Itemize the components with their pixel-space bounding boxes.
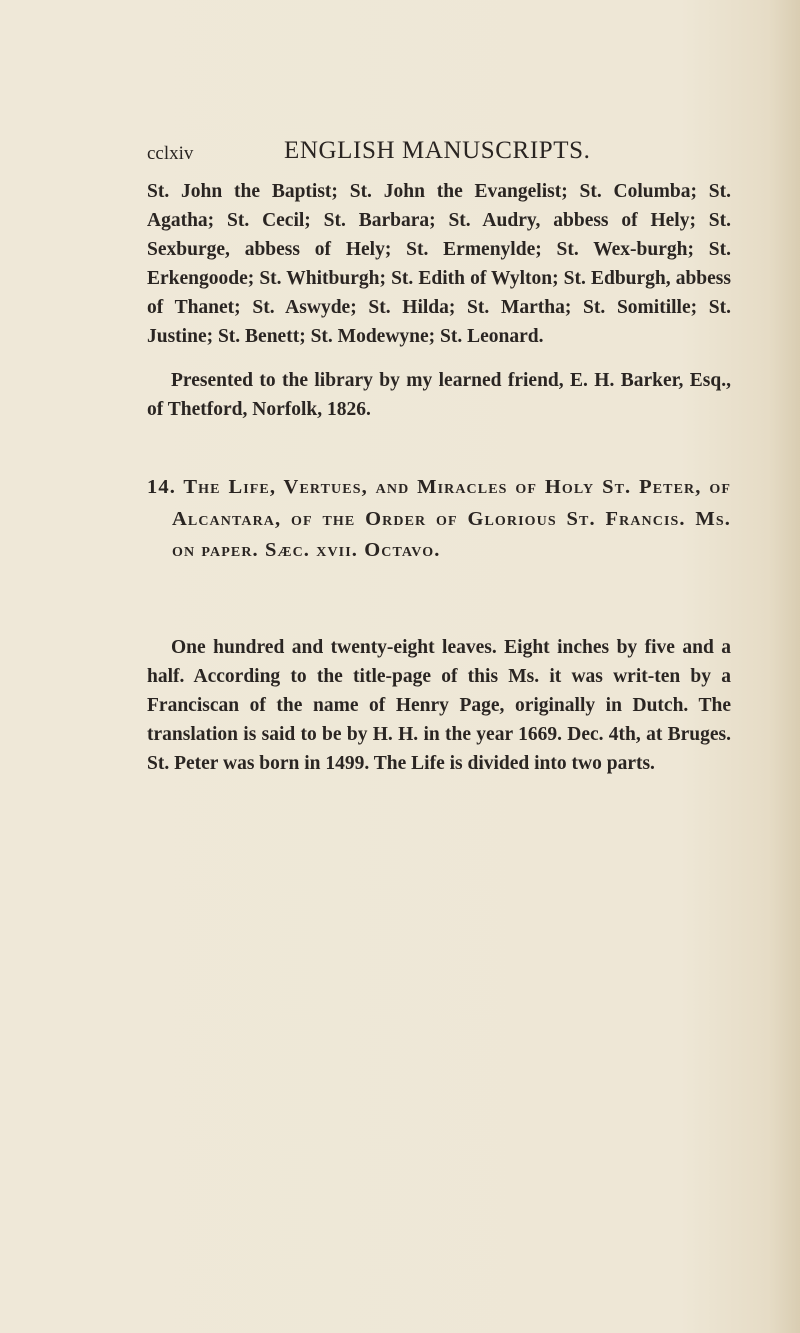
saints-list-block (147, 177, 731, 351)
presentation-block (147, 366, 731, 424)
page-number: cclxiv (147, 143, 194, 164)
description-paragraph: One hundred and twenty-eight leaves. Eight inches by five and a half. According to the title-page of this Ms. it was writ-ten by a Franciscan of the name of Henry Page, originally in Dutch. The translation is said to be by H. H. in the year 1669. Dec. 4th, at Bruges. St. Peter was born in 1499. The Life is divided into two parts. (147, 637, 731, 774)
presented-paragraph: Presented to the library by my learned friend, E. H. Barker, Esq., of Thetford, Norfolk, 1826. (147, 370, 731, 420)
running-head (147, 137, 731, 169)
running-title: ENGLISH MANUSCRIPTS. (284, 137, 591, 164)
item-heading: 14. The Life, Vertues, and Miracles of Holy St. Peter, of Alcantara, of the Order of Glorious St. Francis. Ms. on paper. Sæc. xvii. Octavo. (147, 476, 731, 561)
saints-paragraph: St. John the Baptist; St. John the Evangelist; St. Columba; St. Agatha; St. Cecil; St. Barbara; St. Audry, abbess of Hely; St. Sexburge, abbess of Hely; St. Ermenylde; St. Wex-burgh; St. Erkengoode; St. Whitburgh; St. Edith of Wylton; St. Edburgh, abbess of Thanet; St. Aswyde; St. Hilda; St. Martha; St. Somitille; St. Justine; St. Benett; St. Modewyne; St. Leonard. (147, 181, 731, 347)
description-block (147, 633, 731, 778)
item-heading-block (147, 472, 731, 567)
